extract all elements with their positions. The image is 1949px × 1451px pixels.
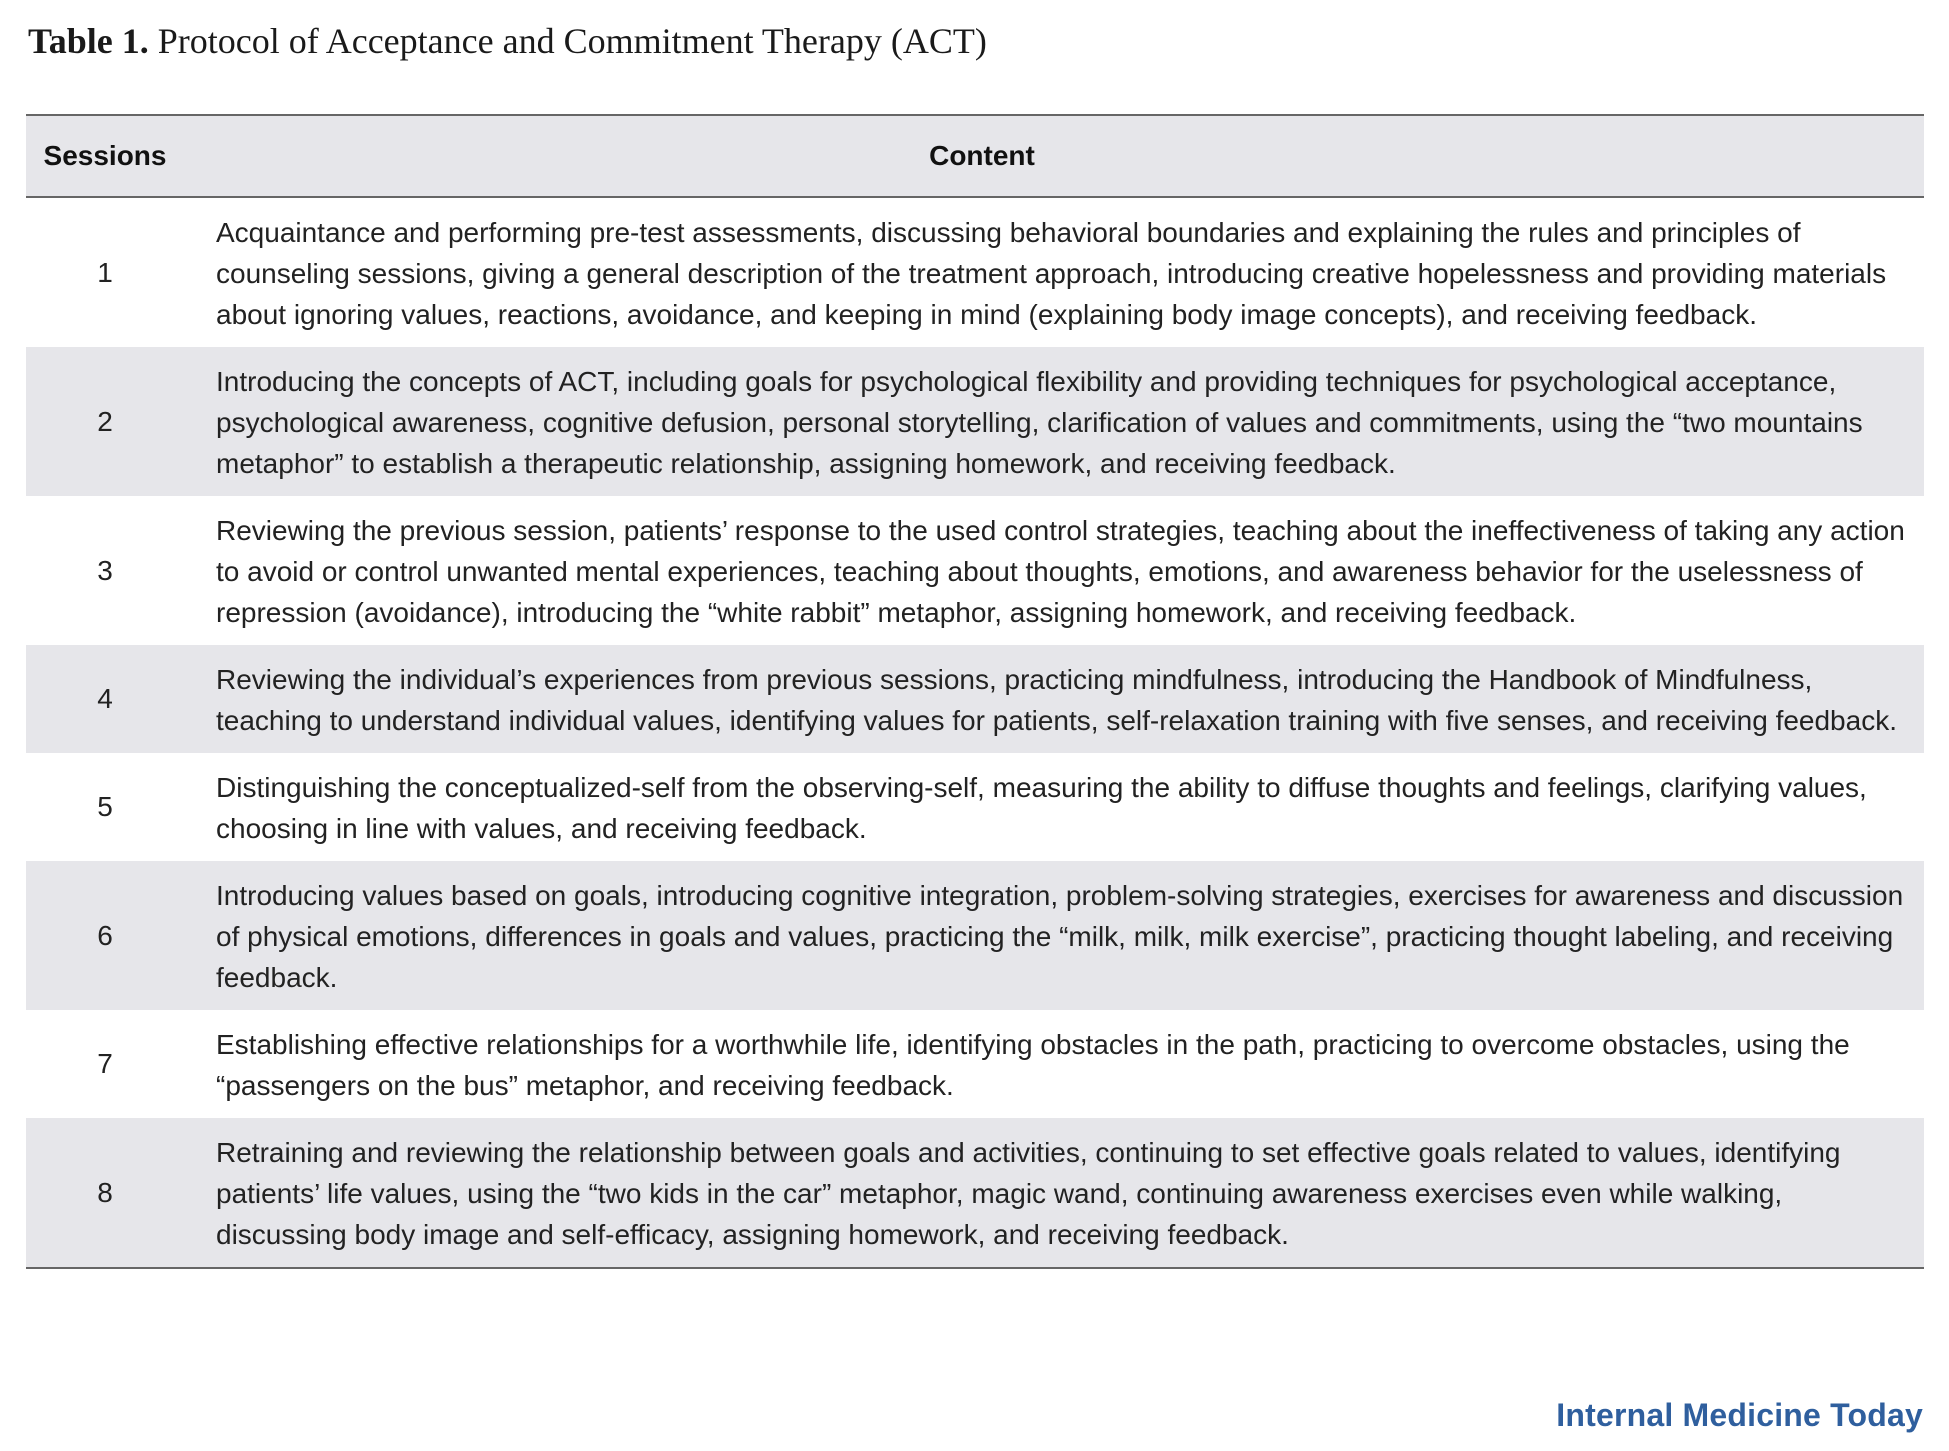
table-caption — [28, 20, 987, 62]
table-row — [26, 1118, 1924, 1268]
session-number: 6 — [97, 919, 113, 951]
session-content: Reviewing the individual’s experiences from previous sessions, practicing mindfulness, introducing the Handbook of Mindfulness, teaching to understand individual values, identifying values for patients, self-relaxation training with five senses, and receiving feedback. — [216, 664, 1897, 736]
table-row — [26, 496, 1924, 645]
table-row — [26, 1010, 1924, 1118]
session-content: Reviewing the previous session, patients’ response to the used control strategies, teaching about the ineffectiveness of taking any action to avoid or control unwanted mental experiences, teaching about thoughts, emotions, and awareness behavior for the uselessness of repression (avoidance), introducing the “white rabbit” metaphor, assigning homework, and receiving feedback. — [216, 515, 1905, 628]
table-row — [26, 347, 1924, 496]
session-number: 5 — [97, 791, 113, 822]
session-number: 2 — [97, 405, 113, 437]
session-content: Introducing the concepts of ACT, including goals for psychological flexibility and providing techniques for psychological acceptance, psychological awareness, cognitive defusion, personal storytelling, clarification of values and commitments, using the “two mountains metaphor” to establish a therapeutic relationship, assigning homework, and receiving feedback. — [216, 366, 1863, 479]
session-content: Acquaintance and performing pre-test assessments, discussing behavioral boundaries and explaining the rules and principles of counseling sessions, giving a general description of the treatment approach, introducing creative hopelessness and providing materials about ignoring values, reactions, avoidance, and keeping in mind (explaining body image concepts), and receiving feedback. — [216, 217, 1887, 330]
act-protocol-table — [26, 114, 1924, 1269]
session-content: Retraining and reviewing the relationship between goals and activities, continuing to set effective goals related to values, identifying patients’ life values, using the “two kids in the car” metaphor, magic wand, continuing awareness exercises even while walking, discussing body image and self-efficacy, assigning homework, and receiving feedback. — [216, 1137, 1841, 1250]
table-row — [26, 645, 1924, 753]
content-column-header: Content — [200, 115, 1924, 197]
session-number: 7 — [97, 1048, 113, 1079]
session-number: 1 — [97, 256, 113, 288]
session-content: Establishing effective relationships for a worthwhile life, identifying obstacles in the path, practicing to overcome obstacles, using the “passengers on the bus” metaphor, and receiving feedback. — [216, 1029, 1850, 1101]
journal-logo: Internal Medicine Today — [1556, 1397, 1923, 1433]
session-number: 4 — [97, 683, 113, 714]
table-row — [26, 861, 1924, 1010]
table-label: Table 1. — [28, 21, 149, 61]
session-number: 8 — [97, 1176, 113, 1208]
sessions-column-header: Sessions — [26, 115, 200, 197]
header-row — [26, 115, 1924, 197]
session-content: Distinguishing the conceptualized-self from the observing-self, measuring the ability to diffuse thoughts and feelings, clarifying values, choosing in line with values, and receiving feedback. — [216, 772, 1867, 844]
table-row — [26, 197, 1924, 347]
table-title: Protocol of Acceptance and Commitment Therapy (ACT) — [157, 21, 987, 61]
table-row — [26, 753, 1924, 861]
session-number: 3 — [97, 554, 113, 586]
session-content: Introducing values based on goals, introducing cognitive integration, problem-solving strategies, exercises for awareness and discussion of physical emotions, differences in goals and values, practicing the “milk, milk, milk exercise”, practicing thought labeling, and receiving feedback. — [216, 880, 1904, 993]
